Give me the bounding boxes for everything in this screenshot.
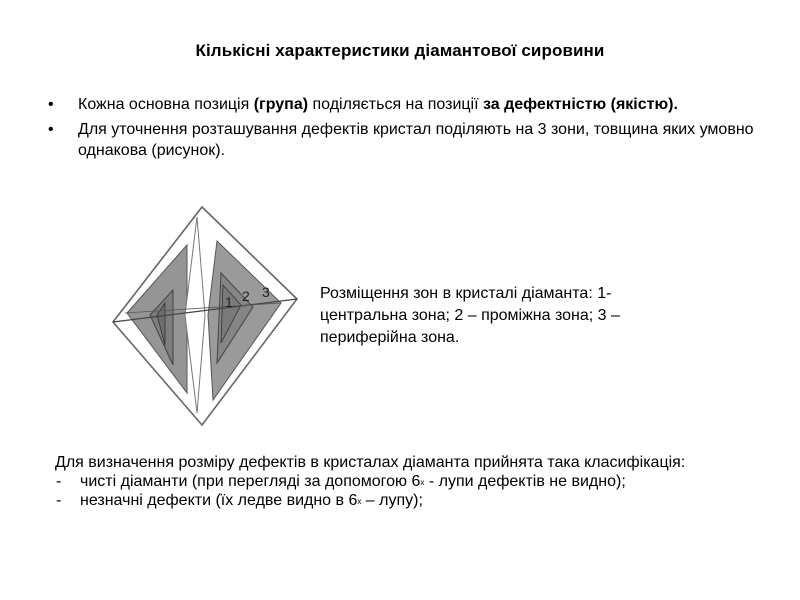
item-text: - лупи дефектів не видно); — [424, 473, 626, 490]
figure-caption: Розміщення зон в кристалі діаманта: 1- центральна зона; 2 – проміжна зона; 3 – периферійна зона. — [320, 285, 620, 346]
bullet-text: Кожна основна позиція — [78, 96, 254, 113]
classification-intro: Для визначення розміру дефектів в кристалах діаманта прийнята така класифікація: — [55, 454, 686, 471]
classification-item — [55, 491, 755, 510]
dash-bullet-icon: - — [56, 473, 62, 490]
bullet-text: Для уточнення розташування дефектів кристал поділяють на 3 зони, товщина яких умовно однакова (рисунок). — [78, 121, 754, 159]
zone-label-3: 3 — [262, 284, 270, 300]
item-text: – лупу); — [361, 492, 423, 509]
diamond-zones-figure — [105, 195, 305, 435]
item-text: незначні дефекти (їх ледве видно в 6 — [80, 492, 358, 509]
bullet-text-bold: (група) — [253, 96, 309, 113]
item-text: чисті діаманти (при перегляді за допомогою 6 — [80, 473, 421, 490]
bullet-icon: • — [48, 121, 54, 138]
bullet-text: поділяється на позиції — [308, 96, 483, 113]
bullet-list — [48, 94, 768, 165]
bullet-text-bold: за дефектністю (якістю). — [483, 96, 678, 113]
bullet-item — [48, 94, 768, 115]
dash-bullet-icon: - — [56, 492, 62, 509]
magnification-sup: x — [357, 497, 362, 506]
zone-label-1: 1 — [225, 294, 233, 310]
diamond-crystal-icon — [105, 195, 305, 435]
zone-label-2: 2 — [242, 288, 250, 304]
classification-item — [55, 472, 755, 491]
bullet-icon: • — [48, 96, 54, 113]
magnification-sup: x — [420, 478, 425, 487]
classification-block — [55, 453, 755, 510]
bullet-item — [48, 119, 768, 161]
slide-title: Кількісні характеристики діамантової сировини — [195, 41, 605, 60]
